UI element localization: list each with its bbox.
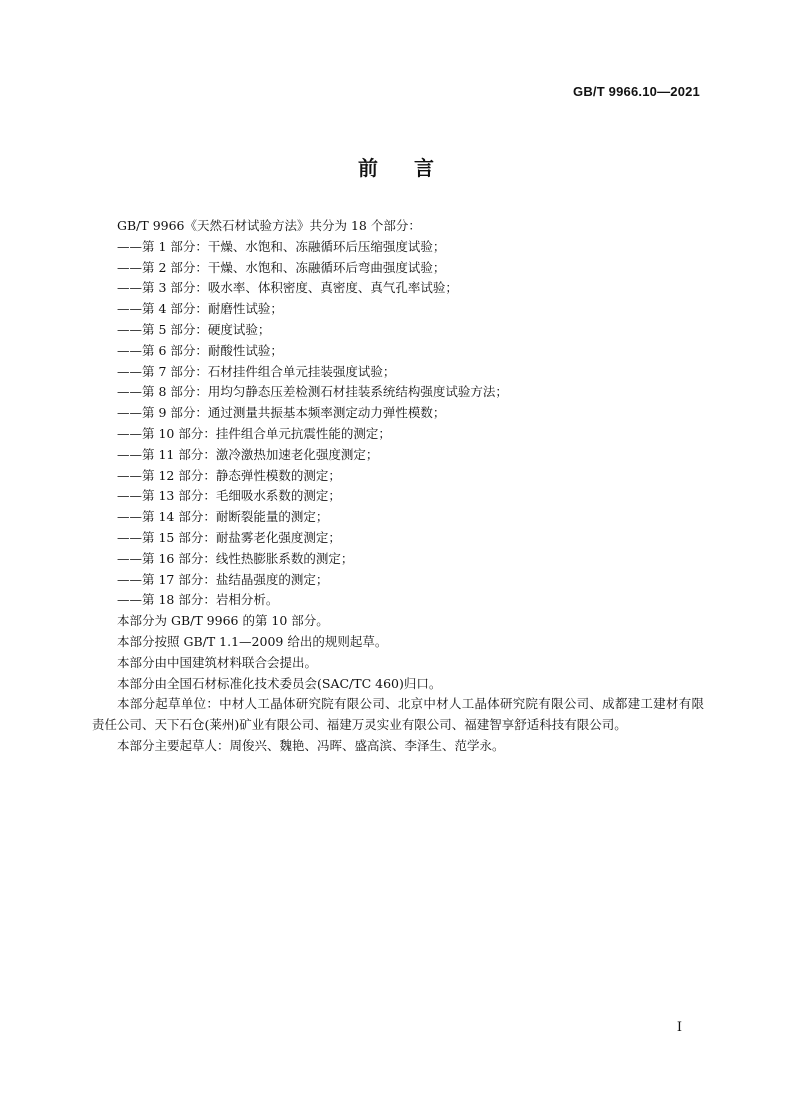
list-item: ——第 1 部分：干燥、水饱和、冻融循环后压缩强度试验； (117, 238, 446, 254)
standard-number: GB/T 9966.10—2021 (573, 84, 700, 99)
list-item: ——第 15 部分：耐盐雾老化强度测定； (117, 529, 341, 545)
jurisdiction-statement: 本部分由全国石材标准化技术委员会(SAC/TC 460)归口。 (117, 675, 442, 691)
list-item: ——第 13 部分：毛细吸水系数的测定； (117, 488, 341, 504)
list-item: ——第 14 部分：耐断裂能量的测定； (117, 509, 329, 525)
list-item: ——第 7 部分：石材挂件组合单元挂装强度试验； (117, 363, 396, 379)
list-item: ——第 17 部分：盐结晶强度的测定； (117, 571, 329, 587)
intro-paragraph: GB/T 9966《天然石材试验方法》共分为 18 个部分： (117, 218, 421, 233)
list-item: ——第 6 部分：耐酸性试验； (117, 342, 283, 358)
drafters-statement: 本部分主要起草人：周俊兴、魏艳、冯晖、盛高滨、李泽生、范学永。 (117, 737, 505, 753)
list-item: ——第 3 部分：吸水率、体积密度、真密度、真气孔率试验； (117, 280, 458, 296)
list-item: ——第 18 部分：岩相分析。 (117, 592, 279, 608)
list-item: ——第 12 部分：静态弹性模数的测定； (117, 467, 341, 483)
list-item: ——第 11 部分：激冷激热加速老化强度测定； (117, 446, 379, 462)
proposed-by-statement: 本部分由中国建筑材料联合会提出。 (117, 654, 318, 670)
list-item: ——第 2 部分：干燥、水饱和、冻融循环后弯曲强度试验； (117, 259, 446, 275)
list-item: ——第 8 部分：用均匀静态压差检测石材挂装系统结构强度试验方法； (117, 384, 508, 400)
list-item: ——第 4 部分：耐磨性试验； (117, 301, 283, 317)
foreword-body (92, 216, 704, 757)
parts-list (92, 237, 704, 611)
list-item: ——第 16 部分：线性热膨胀系数的测定； (117, 550, 354, 566)
drafting-rules-statement: 本部分按照 GB/T 1.1—2009 给出的规则起草。 (117, 633, 388, 649)
part-of-statement: 本部分为 GB/T 9966 的第 10 部分。 (117, 613, 329, 629)
drafting-units-statement: 本部分起草单位：中材人工晶体研究院有限公司、北京中材人工晶体研究院有限公司、成都建工建材有限责任公司、天下石仓(莱州)矿业有限公司、福建万灵实业有限公司、福建智享舒适科技有限公司。 (92, 696, 704, 733)
list-item: ——第 9 部分：通过测量共振基本频率测定动力弹性模数； (117, 405, 446, 421)
page-title: 前言 (358, 156, 470, 180)
list-item: ——第 5 部分：硬度试验； (117, 321, 271, 337)
page-number: I (676, 1020, 682, 1035)
list-item: ——第 10 部分：挂件组合单元抗震性能的测定； (117, 425, 391, 441)
